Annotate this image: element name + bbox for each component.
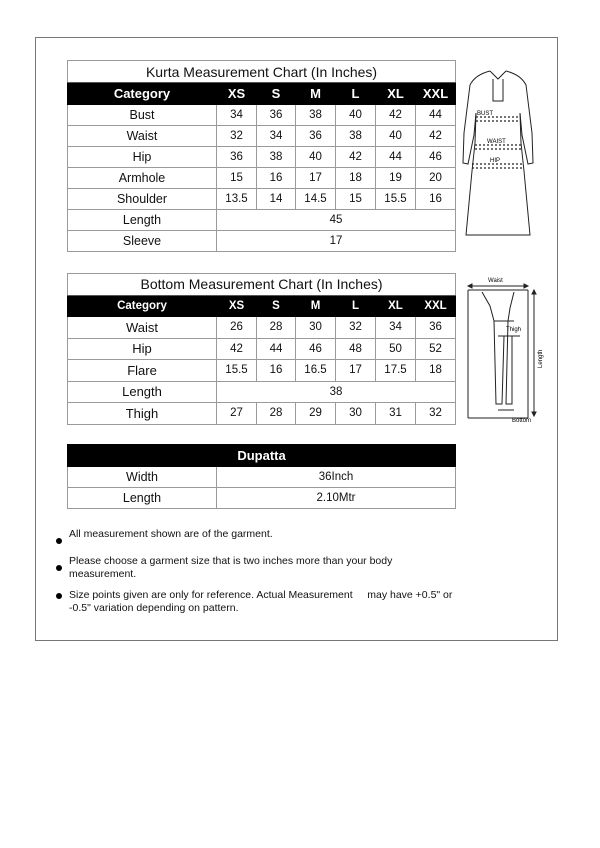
row-label: Armhole — [68, 168, 217, 189]
header-size: XS — [217, 83, 257, 105]
table-cell: 15.5 — [217, 360, 257, 382]
table-row — [68, 381, 456, 403]
thigh-label: Thigh — [506, 327, 522, 333]
table-cell: 13.5 — [217, 189, 257, 210]
row-label: Length — [68, 381, 217, 403]
table-cell: 17 — [217, 231, 456, 252]
table-cell: 26 — [217, 317, 257, 339]
table-cell: 46 — [416, 147, 456, 168]
table-cell: 42 — [336, 147, 376, 168]
list-item — [56, 589, 456, 615]
table-cell: 36Inch — [217, 467, 456, 488]
list-item — [56, 555, 456, 581]
header-category: Category — [68, 295, 217, 317]
table-cell: 18 — [416, 360, 456, 382]
length-label: Length — [538, 349, 544, 368]
table-cell: 36 — [217, 147, 257, 168]
table-cell: 2.10Mtr — [217, 488, 456, 509]
row-label: Width — [68, 467, 217, 488]
kurta-diagram — [460, 63, 540, 243]
table-cell: 44 — [257, 338, 296, 360]
table-cell: 40 — [336, 105, 376, 126]
hip-label: HIP — [490, 158, 501, 164]
table-cell: 30 — [296, 317, 336, 339]
table-cell: 16 — [416, 189, 456, 210]
table-cell: 36 — [416, 317, 456, 339]
table-cell: 17 — [336, 360, 376, 382]
table-cell: 18 — [336, 168, 376, 189]
kurta-measurement-table — [67, 60, 456, 252]
table-cell: 50 — [376, 338, 416, 360]
table-cell: 32 — [336, 317, 376, 339]
table-row — [68, 231, 456, 252]
bullet-icon — [56, 593, 62, 599]
waist-label: Waist — [488, 278, 503, 284]
table-row — [68, 189, 456, 210]
table-cell: 48 — [336, 338, 376, 360]
header-size: S — [257, 295, 296, 317]
table-cell: 29 — [296, 403, 336, 425]
table-cell: 44 — [376, 147, 416, 168]
row-label: Length — [68, 488, 217, 509]
row-label: Thigh — [68, 403, 217, 425]
table-cell: 38 — [296, 105, 336, 126]
table-cell: 38 — [217, 381, 456, 403]
table-cell: 34 — [257, 126, 296, 147]
note-text: Size points given are only for reference. Actual Measurement may have +0.5" or -0.5" variation depending on pattern. — [69, 589, 456, 614]
note-text: All measurement shown are of the garment. — [69, 528, 273, 540]
table-cell: 45 — [217, 210, 456, 231]
table-row — [68, 467, 456, 488]
table-cell: 42 — [416, 126, 456, 147]
table-cell: 30 — [336, 403, 376, 425]
bullet-icon — [56, 538, 62, 544]
waist-label: WAIST — [487, 139, 506, 145]
header-size: L — [336, 295, 376, 317]
row-label: Hip — [68, 147, 217, 168]
header-size: L — [336, 83, 376, 105]
table-cell: 36 — [296, 126, 336, 147]
table-cell: 46 — [296, 338, 336, 360]
bottom-label: Bottom — [512, 418, 532, 424]
row-label: Bust — [68, 105, 217, 126]
table-cell: 38 — [336, 126, 376, 147]
row-label: Waist — [68, 317, 217, 339]
table-cell: 15.5 — [376, 189, 416, 210]
note-text: Please choose a garment size that is two inches more than your body measurement. — [69, 555, 393, 580]
header-size: XL — [376, 83, 416, 105]
row-label: Length — [68, 210, 217, 231]
table-cell: 20 — [416, 168, 456, 189]
kurta-header-row — [68, 83, 456, 105]
header-size: XS — [217, 295, 257, 317]
header-size: S — [257, 83, 296, 105]
table-row — [68, 147, 456, 168]
table-cell: 40 — [296, 147, 336, 168]
table-row — [68, 488, 456, 509]
table-cell: 42 — [217, 338, 257, 360]
table-cell: 17.5 — [376, 360, 416, 382]
bottom-header-row — [68, 295, 456, 317]
table-cell: 38 — [257, 147, 296, 168]
table-cell: 28 — [257, 403, 296, 425]
table-row — [68, 210, 456, 231]
table-cell: 42 — [376, 105, 416, 126]
table-row — [68, 403, 456, 425]
table-cell: 31 — [376, 403, 416, 425]
dupatta-header-row — [68, 445, 456, 467]
table-cell: 14.5 — [296, 189, 336, 210]
table-cell: 32 — [416, 403, 456, 425]
table-cell: 32 — [217, 126, 257, 147]
row-label: Hip — [68, 338, 217, 360]
table-row — [68, 360, 456, 382]
table-row — [68, 338, 456, 360]
header-size: M — [296, 83, 336, 105]
bottom-measurement-table — [67, 273, 456, 425]
row-label: Waist — [68, 126, 217, 147]
table-cell: 16.5 — [296, 360, 336, 382]
bullet-icon — [56, 565, 62, 571]
table-cell: 34 — [376, 317, 416, 339]
table-row — [68, 126, 456, 147]
row-label: Flare — [68, 360, 217, 382]
bottom-diagram — [462, 276, 552, 426]
table-row — [68, 168, 456, 189]
table-cell: 17 — [296, 168, 336, 189]
table-cell: 16 — [257, 168, 296, 189]
table-cell: 52 — [416, 338, 456, 360]
bottom-table-title: Bottom Measurement Chart (In Inches) — [68, 274, 456, 296]
bust-label: BUST — [477, 111, 494, 117]
table-cell: 15 — [336, 189, 376, 210]
table-cell: 15 — [217, 168, 257, 189]
table-cell: 44 — [416, 105, 456, 126]
header-size: M — [296, 295, 336, 317]
table-cell: 14 — [257, 189, 296, 210]
dupatta-measurement-table — [67, 444, 456, 509]
table-cell: 19 — [376, 168, 416, 189]
table-cell: 28 — [257, 317, 296, 339]
table-row — [68, 317, 456, 339]
table-cell: 36 — [257, 105, 296, 126]
notes-list — [56, 528, 456, 623]
row-label: Shoulder — [68, 189, 217, 210]
table-cell: 40 — [376, 126, 416, 147]
header-size: XXL — [416, 83, 456, 105]
table-cell: 16 — [257, 360, 296, 382]
table-cell: 34 — [217, 105, 257, 126]
header-category: Category — [68, 83, 217, 105]
kurta-table-title: Kurta Measurement Chart (In Inches) — [68, 61, 456, 83]
header-size: XL — [376, 295, 416, 317]
list-item — [56, 528, 456, 541]
dupatta-table-title: Dupatta — [68, 445, 456, 467]
table-cell: 27 — [217, 403, 257, 425]
row-label: Sleeve — [68, 231, 217, 252]
header-size: XXL — [416, 295, 456, 317]
table-row — [68, 105, 456, 126]
